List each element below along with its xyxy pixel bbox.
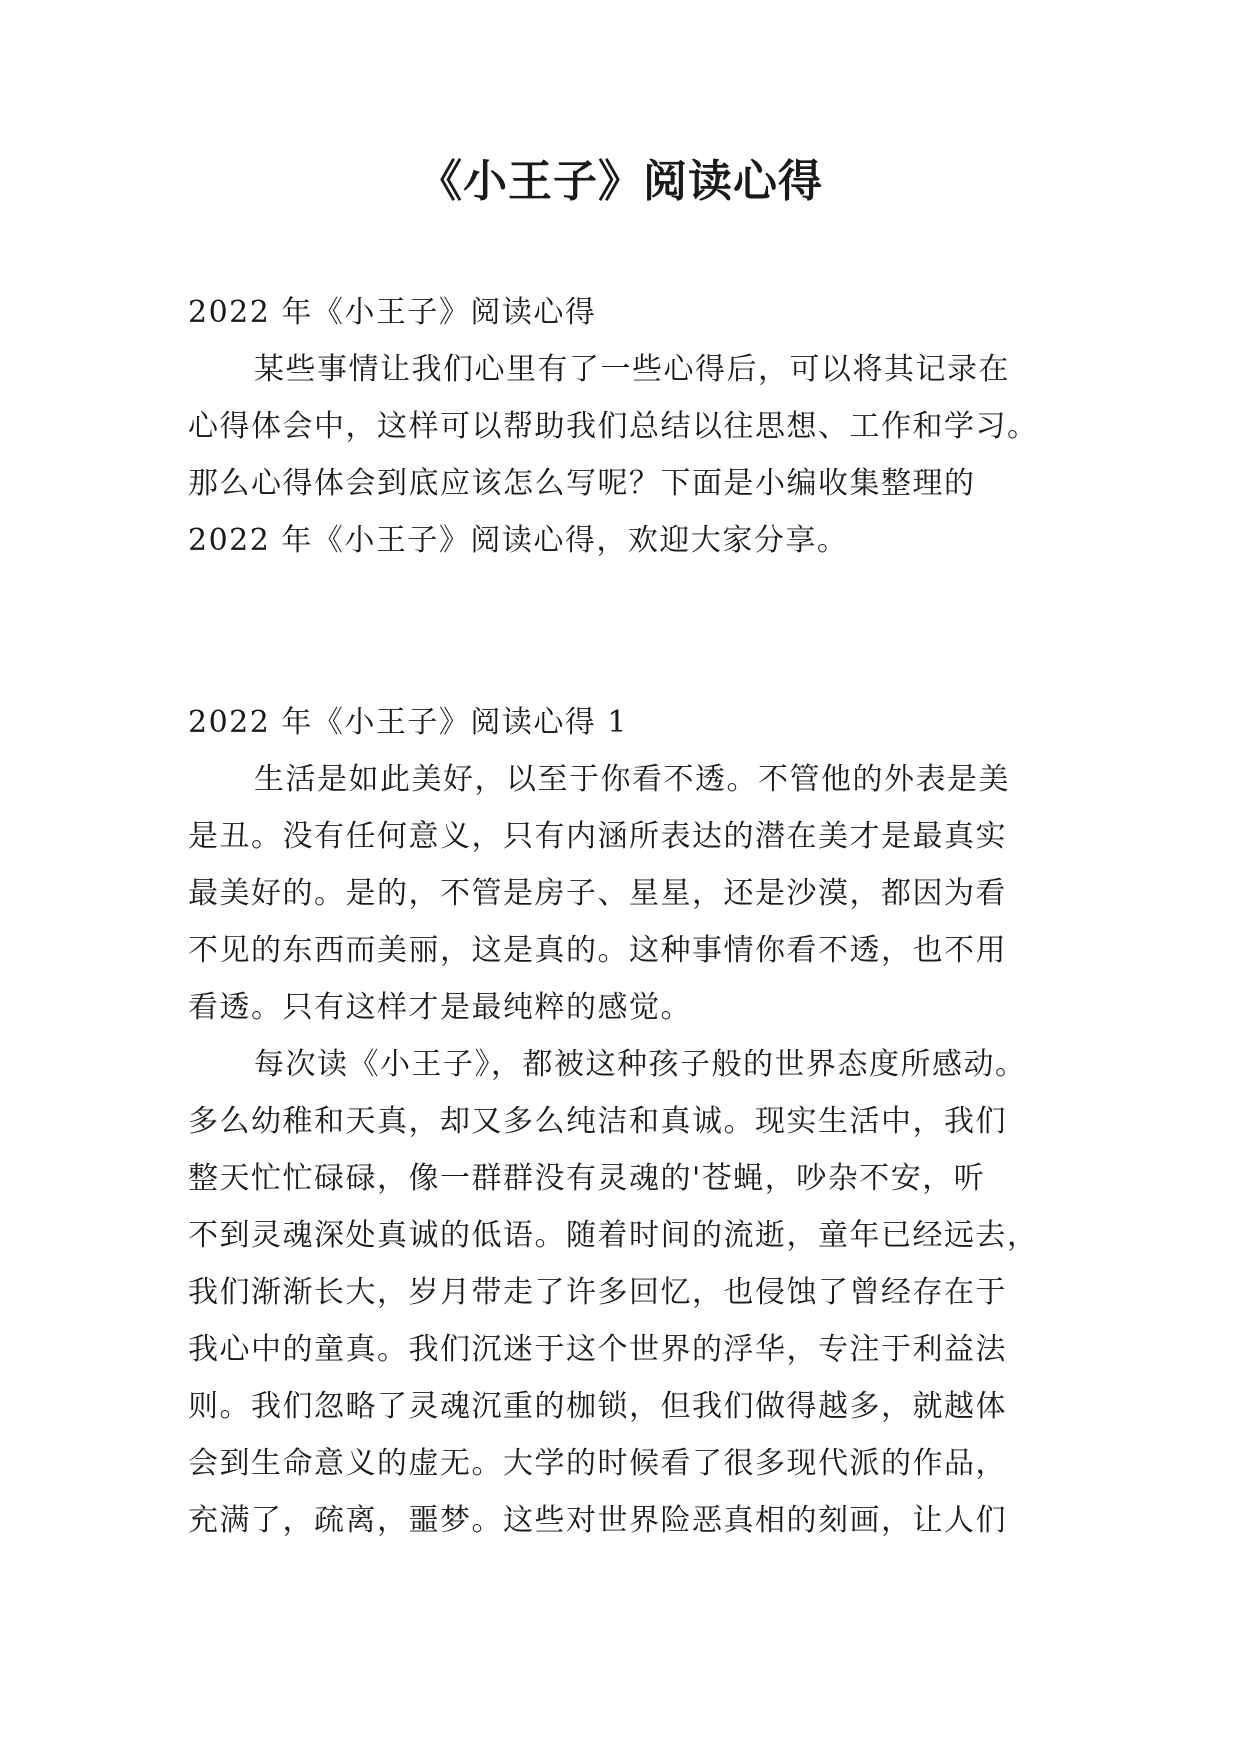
intro-heading: 2022 年《小王子》阅读心得 [188,295,597,330]
paragraph-line: 看透。只有这样才是最纯粹的感觉。 [188,990,692,1025]
section-1-paragraph-1 [188,751,1060,1036]
section-1-paragraph-2 [188,1036,1060,1549]
paragraph-line: 那么心得体会到底应该怎么写呢？下面是小编收集整理的 [188,466,976,501]
section-1-heading: 2022 年《小王子》阅读心得 1 [188,705,629,740]
paragraph-line: 我们渐渐长大，岁月带走了许多回忆，也侵蚀了曾经存在于 [188,1275,1007,1310]
paragraph-line: 最美好的。是的，不管是房子、星星，还是沙漠，都因为看 [188,876,1007,911]
intro-section [188,284,1060,569]
paragraph-line: 整天忙忙碌碌，像一群群没有灵魂的'苍蝇，吵杂不安，听 [188,1161,986,1196]
paragraph-line: 心得体会中，这样可以帮助我们总结以往思想、工作和学习。 [188,409,1039,444]
intro-paragraph [188,341,1060,569]
paragraph-line: 充满了，疏离，噩梦。这些对世界险恶真相的刻画，让人们 [188,1503,1007,1538]
paragraph-line: 某些事情让我们心里有了一些心得后，可以将其记录在 [254,352,1010,387]
section-1 [188,694,1060,1549]
paragraph-line: 是丑。没有任何意义，只有内涵所表达的潜在美才是最真实 [188,819,1007,854]
paragraph-line: 会到生命意义的虚无。大学的时候看了很多现代派的作品， [188,1446,1007,1481]
paragraph-line: 每次读《小王子》，都被这种孩子般的世界态度所感动。 [254,1047,1027,1082]
document-title: 《小王子》阅读心得 [418,156,823,207]
paragraph-line: 不到灵魂深处真诚的低语。随着时间的流逝，童年已经远去， [188,1218,1039,1253]
paragraph-line: 我心中的童真。我们沉迷于这个世界的浮华，专注于利益法 [188,1332,1007,1367]
paragraph-line: 多么幼稚和天真，却又多么纯洁和真诚。现实生活中，我们 [188,1104,1007,1139]
paragraph-line: 则。我们忽略了灵魂沉重的枷锁，但我们做得越多，就越体 [188,1389,1007,1424]
paragraph-line: 不见的东西而美丽，这是真的。这种事情你看不透，也不用 [188,933,1007,968]
paragraph-line: 生活是如此美好，以至于你看不透。不管他的外表是美 [254,762,1010,797]
paragraph-line: 2022 年《小王子》阅读心得，欢迎大家分享。 [188,523,849,558]
